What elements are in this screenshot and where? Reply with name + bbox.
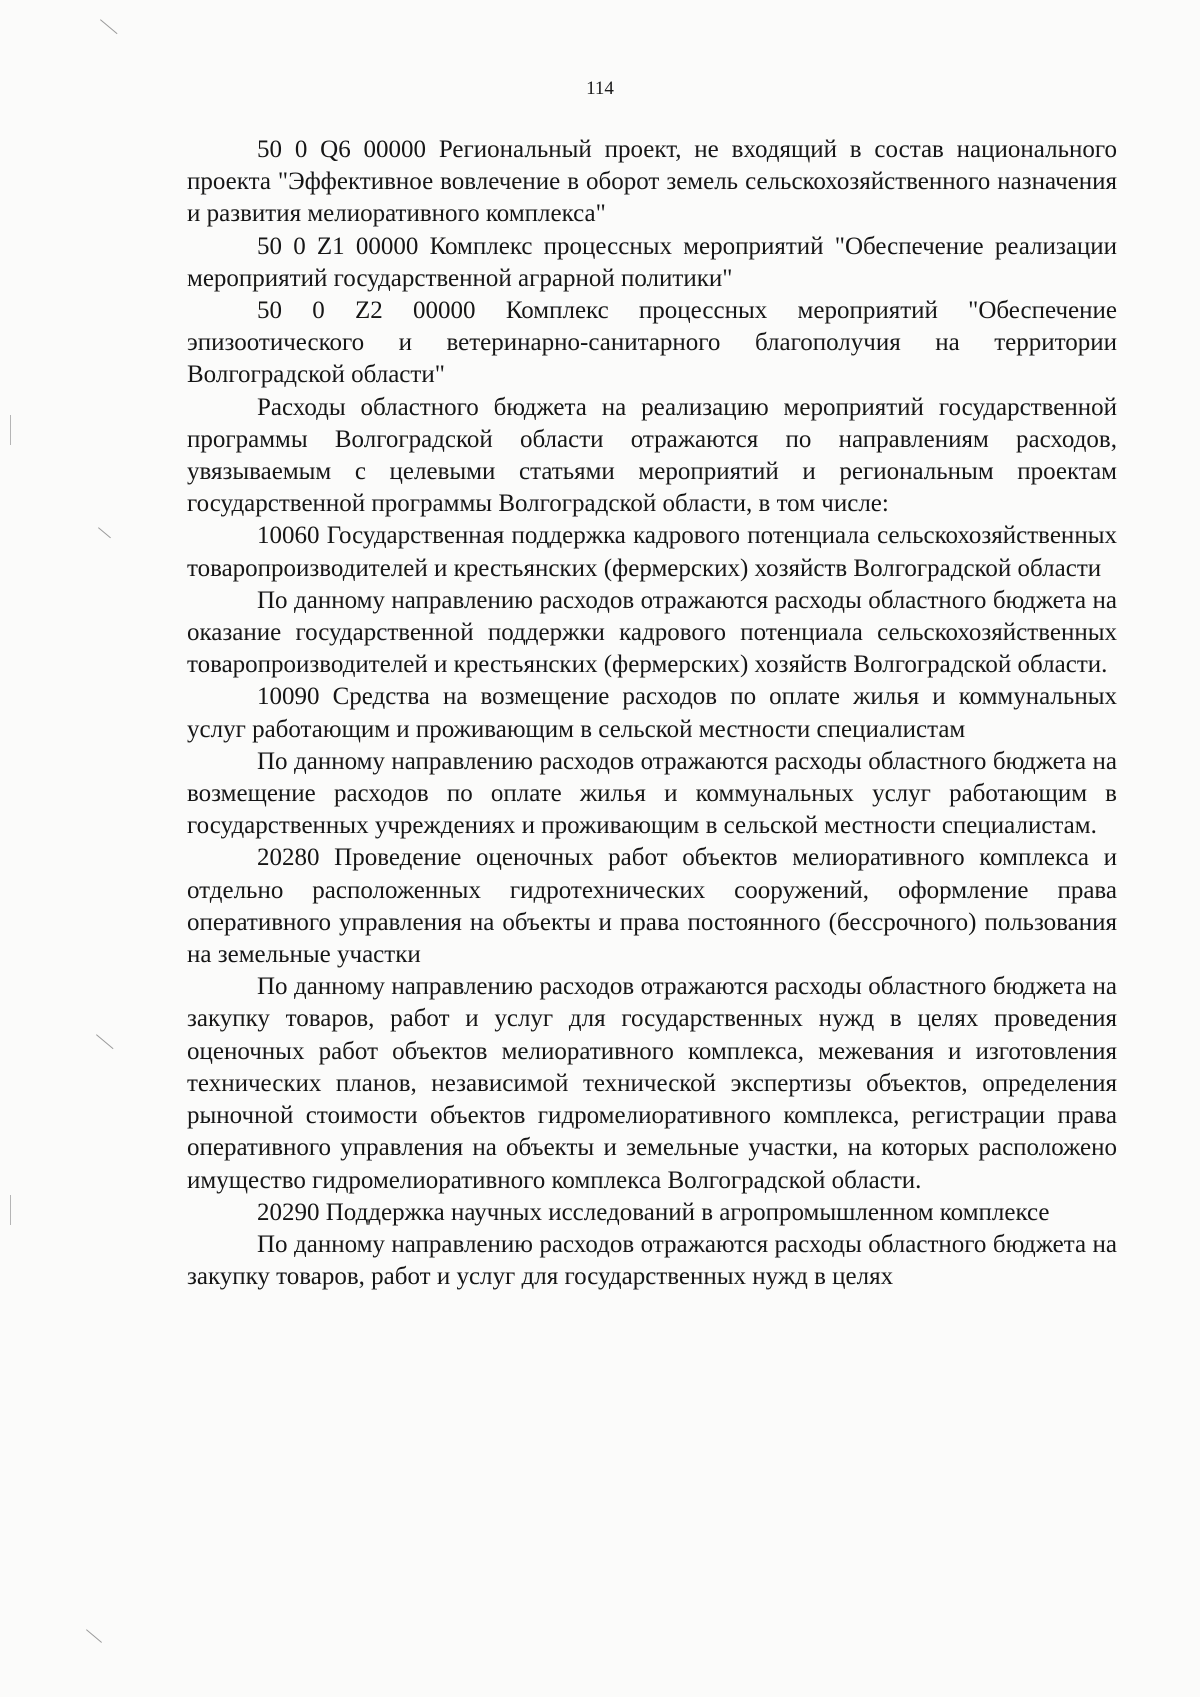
paragraph-direction-10090-description: По данному направлению расходов отражаются расходы областного бюджета на возмещение расходов по оплате жилья и коммунальных услуг работающим в государственных учреждениях и проживающим в сельской местности специалистам. <box>187 747 1117 840</box>
paragraph-expenditure-intro: Расходы областного бюджета на реализацию мероприятий государственной программы Волгоградской области отражаются по направлениям расходов, увязываемым с целевыми статьями мероприятий и региональным проектам государственной программы Волгоградской области, в том числе: <box>187 393 1117 518</box>
document-body <box>187 134 1117 1293</box>
paragraph-direction-20290-description: По данному направлению расходов отражаются расходы областного бюджета на закупку товаров, работ и услуг для государственных нужд в целях <box>187 1230 1117 1291</box>
paragraph-target-item-q6: 50 0 Q6 00000 Региональный проект, не входящий в состав национального проекта "Эффективное вовлечение в оборот земель сельскохозяйственного назначения и развития мелиоративного комплекса" <box>187 136 1117 228</box>
paragraph-target-item-z1: 50 0 Z1 00000 Комплекс процессных мероприятий "Обеспечение реализации мероприятий государственной аграрной политики" <box>187 232 1117 292</box>
paragraph-direction-20280-description: По данному направлению расходов отражаются расходы областного бюджета на закупку товаров, работ и услуг для государственных нужд в целях проведения оценочных работ объектов мелиоративного комплекса, межевания и изготовления технических планов, независимой технической экспертизы объектов, определения рыночной стоимости объектов гидромелиоративного комплекса, регистрации права оперативного управления на объекты и земельные участки, на которых расположено имущество гидромелиоративного комплекса Волгоградской области. <box>187 973 1117 1194</box>
scan-artifact <box>98 527 111 538</box>
scan-artifact <box>10 415 11 445</box>
scan-artifact <box>10 1195 11 1225</box>
scan-artifact <box>100 19 117 34</box>
paragraph-target-item-z2: 50 0 Z2 00000 Комплекс процессных мероприятий "Обеспечение эпизоотического и ветеринарно-санитарного благополучия на территории Волгоградской области" <box>187 297 1117 389</box>
scan-artifact <box>96 1034 113 1049</box>
paragraph-direction-20290: 20290 Поддержка научных исследований в агропромышленном комплексе <box>257 1198 1050 1226</box>
scan-artifact <box>86 1629 102 1643</box>
paragraph-direction-10090: 10090 Средства на возмещение расходов по оплате жилья и коммунальных услуг работающим и проживающим в сельской местности специалистам <box>187 683 1117 743</box>
paragraph-direction-10060: 10060 Государственная поддержка кадрового потенциала сельскохозяйственных товаропроизводителей и крестьянских (фермерских) хозяйств Волгоградской области <box>187 522 1117 582</box>
paragraph-direction-20280: 20280 Проведение оценочных работ объектов мелиоративного комплекса и отдельно расположенных гидротехнических сооружений, оформление права оперативного управления на объекты и права постоянного (бессрочного) пользования на земельные участки <box>187 844 1117 969</box>
page-number: 114 <box>586 78 614 99</box>
paragraph-direction-10060-description: По данному направлению расходов отражаются расходы областного бюджета на оказание государственной поддержки кадрового потенциала сельскохозяйственных товаропроизводителей и крестьянских (фермерских) хозяйств Волгоградской области. <box>187 586 1117 679</box>
